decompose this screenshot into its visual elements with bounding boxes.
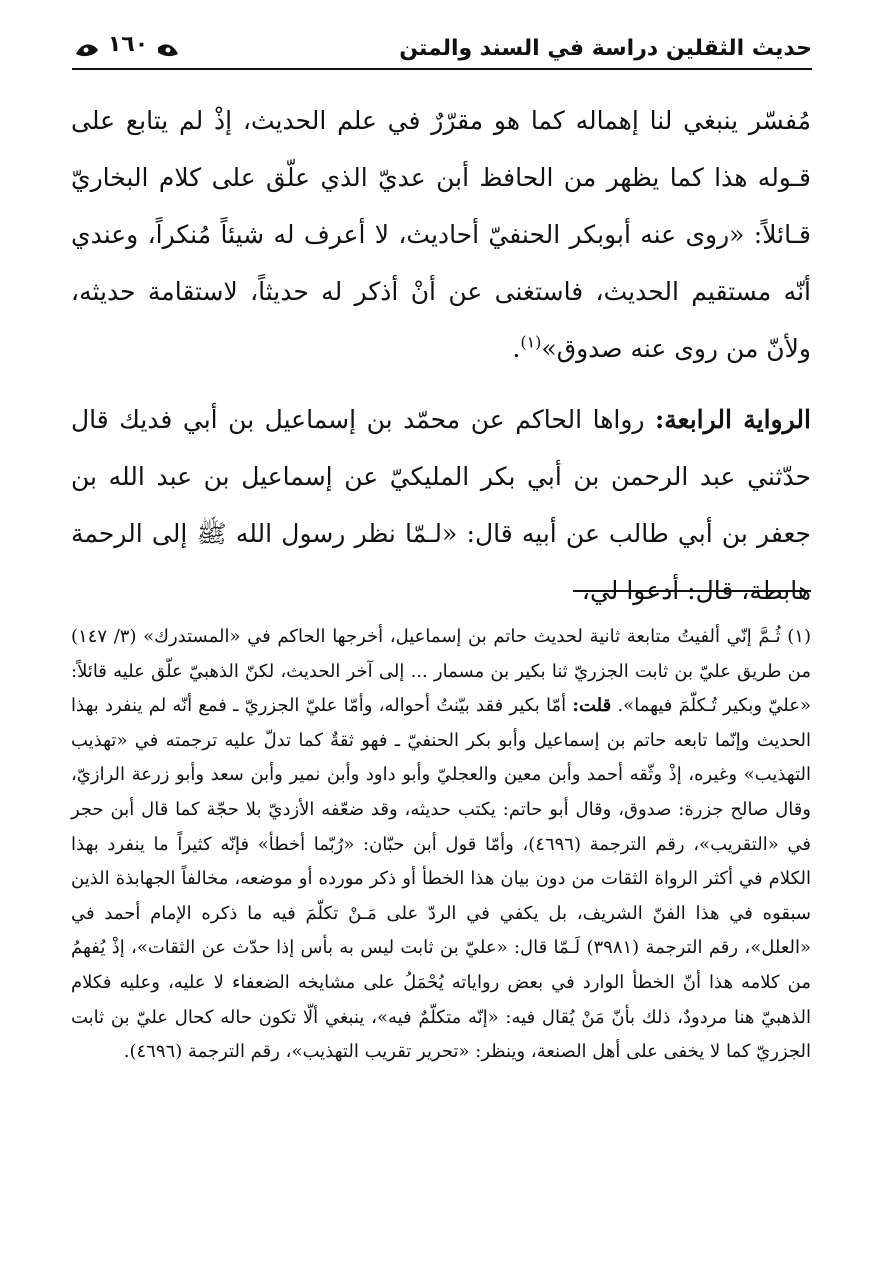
page-number: ١٦٠ (98, 30, 158, 60)
paragraph-1-end: . (512, 334, 521, 363)
footnote-separator (573, 590, 811, 592)
narration-label: الرواية الرابعة: (655, 405, 811, 434)
page-number-ornament (72, 30, 182, 64)
main-body (71, 92, 811, 619)
header-rule (72, 68, 812, 70)
footnote-part-1: (١) ثُـمَّ إنّي ألفيتُ متابعة ثانية لحديث حاتم بن إسماعيل، أخرجها الحاكم في «المستدرك» (٣/ ١٤٧) من طريق عليّ بن ثابت الجزريّ ثنا بكير بن مسمار ... إلى آخر الحديث، لكنّ الذهبيّ علّق عليه قائلاً: «عليّ وبكير تُـكلّمَ فيهما». (71, 626, 811, 717)
footnote-qult-label: قلت: (572, 695, 612, 717)
footnote (71, 620, 811, 1070)
page-header (72, 28, 812, 76)
footnote-reference: (١) (520, 332, 542, 352)
paragraph-2 (71, 391, 811, 619)
paragraph-2-text: رواها الحاكم عن محمّد بن إسماعيل بن أبي فديك قال حدّثني عبد الرحمن بن أبي بكر المليكيّ عن إسماعيل بن عبد الله بن جعفر بن أبي طالب عن أبيه قال: «لـمّا نظر رسول الله ﷺ إلى الرحمة هابطة، قال: أدعوا لي، (71, 405, 811, 605)
paragraph-1-text: مُفسّر ينبغي لنا إهماله كما هو مقرّرٌ في علم الحديث، إذْ لم يتابع على قـوله هذا كما يظهر من الحافظ أبن عديّ الذي علّق على كلام البخاريّ قـائلاً: «روى عنه أبوبكر الحنفيّ أحاديث، لا أعرف له شيئاً مُنكراً، وعندي أنّه مستقيم الحديث، فاستغنى عن أنْ أذكر له حديثاً، لاستقامة حديثه، ولأنّ من روى عنه صدوق» (71, 106, 812, 363)
footnote-1 (71, 620, 811, 1070)
footnote-part-2: أمّا بكير فقد بيّنتُ أحواله، وأمّا عليّ الجزريّ ـ فمع أنّه لم ينفرد بهذا الحديث وإنّما تابعه حاتم بن إسماعيل وأبو بكر الحنفيّ ـ فهو ثقةٌ كما تدلّ عليه ترجمته في «تهذيب التهذيب» وغيره، إذْ وثّقه أحمد وأبن معين والعجليّ وأبو داود وأبن نمير وأبن سعد وأبو زرعة الرازيّ، وقال صالح جزرة: صدوق، وقال أبو حاتم: يكتب حديثه، وقد ضعّفه الأزديّ بلا حجّة كما قال أبن حجر في «التقريب»، رقم الترجمة (٤٦٩٦)، وأمّا قول أبن حبّان: «رُبّما أخطأ» فإنّه كثيراً ما ينفرد بهذا الكلام في أكثر الرواة الثقات من دون بيان هذا الخطأ أو ذكر مورده أو موضعه، مخالفاً الجهابذة الذين سبقوه في هذا الفنّ الشريف، بل يكفي في الردّ على مَـنْ تكلّمَ فيه ما ذكره الإمام أحمد في «العلل»، رقم الترجمة (٣٩٨١) لَـمّا قال: «عليّ بن ثابت ليس به بأس إذا حدّث عن الثقات»، إذْ يُفهمُ من كلامه هذا أنّ الخطأ الوارد في بعض رواياته يُحْمَلُ على مشايخه الضعفاء لا عليه، وعليه فكلام الذهبيّ هنا مردودٌ، ذلك بأنّ مَنْ يُقال فيه: «إنّه متكلّمٌ فيه»، ينبغي ألّا تكون حاله كحال عليّ بن ثابت الجزريّ كما لا يخفى على أهل الصنعة، وينظر: «تحرير تقريب التهذيب»، رقم الترجمة (٤٦٩٦). (71, 695, 812, 1063)
paragraph-1 (71, 92, 811, 377)
running-title: حديث الثقلين دراسة في السند والمتن (399, 36, 812, 61)
